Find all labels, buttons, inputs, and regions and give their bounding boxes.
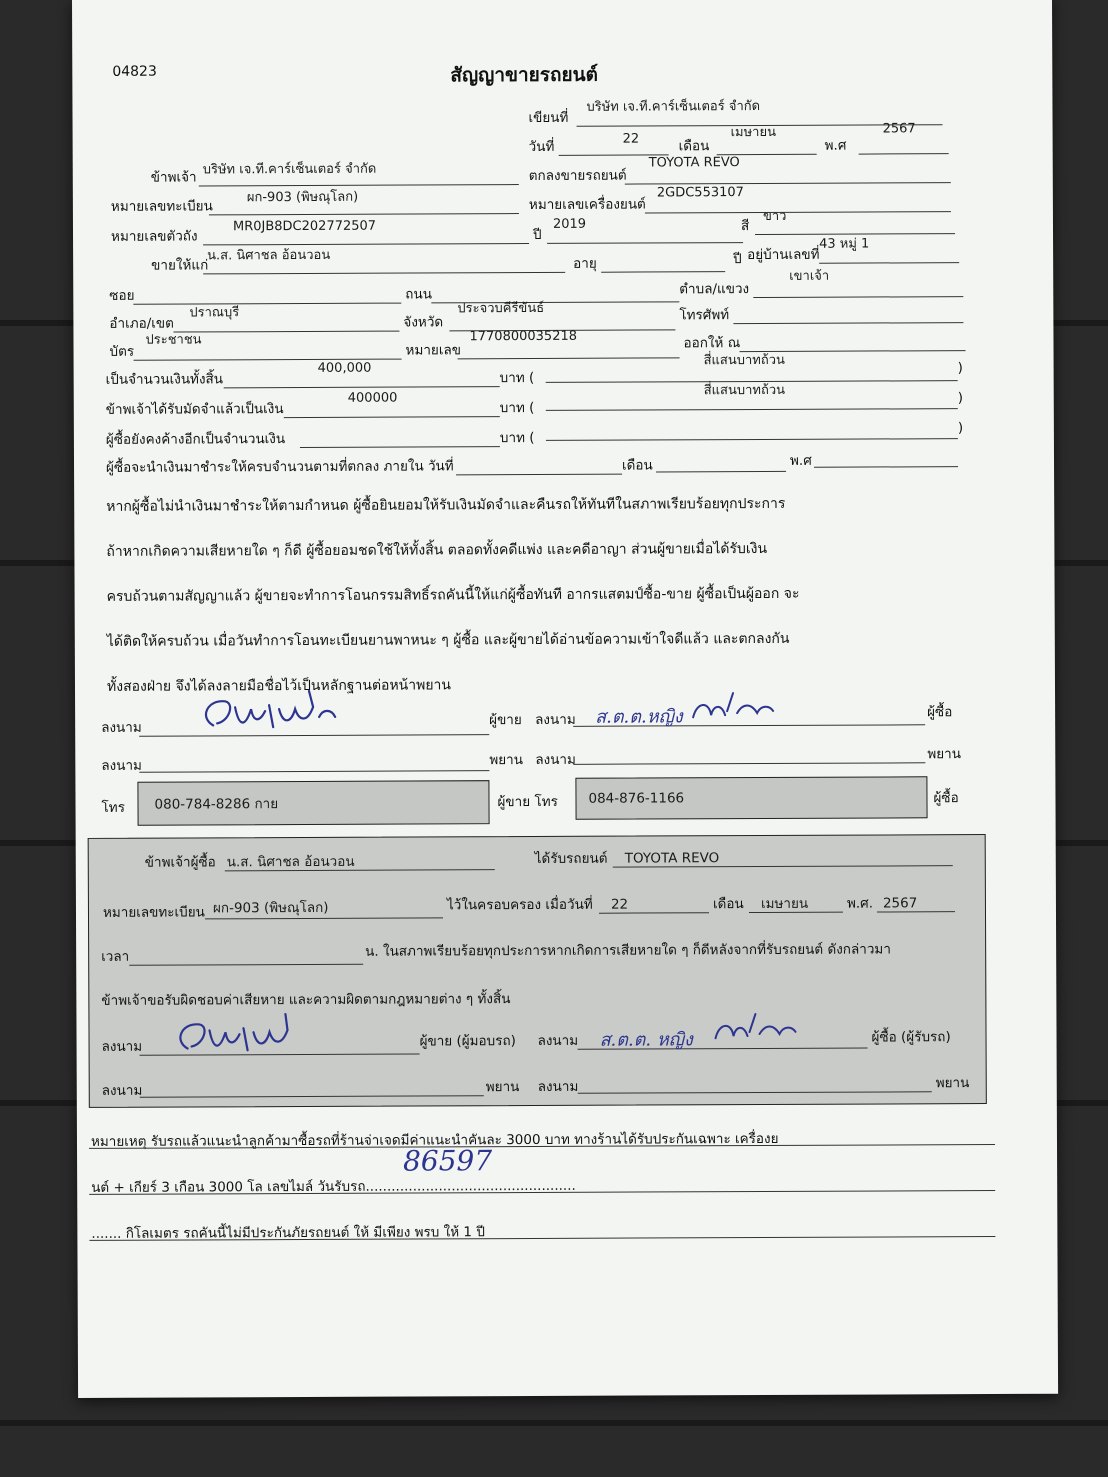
buyer-phone-box [575, 776, 927, 820]
due-label: ผู้ซื้อจะนำเงินมาชำระให้ครบจำนวนตามที่ตกลง ภายใน วันที่ [106, 458, 454, 476]
date-month-label: เดือน [678, 138, 710, 155]
house-number: 43 หมู่ 1 [819, 236, 870, 252]
district-value: ปราณบุรี [189, 305, 240, 321]
issued-label: ออกให้ ณ [683, 335, 741, 352]
liability-text: ข้าพเจ้าขอรับผิดชอบค่าเสียหาย และความผิดตามกฎหมายต่าง ๆ ทั้งสิ้น [101, 991, 511, 1009]
district-label: อำเภอ/เขต [109, 315, 174, 332]
chassis-label: หมายเลขตัวถัง [110, 228, 198, 245]
age-year-label: ปี [733, 251, 742, 268]
receipt-day: 22 [610, 896, 629, 913]
condition-text: น. ในสภาพเรียบร้อยทุกประการหากเกิดการเสียหายใด ๆ ก็ดีหลังจากที่รับรถยนต์ ดังกล่าวมา [365, 941, 891, 960]
terms-line-3: ครบถ้วนตามสัญญาแล้ว ผู้ขายจะทำการโอนกรรมสิทธิ์รถคันนี้ให้แก่ผู้ซื้อทันที อากรแสตมป์ซื้อ-ขาย ผู้ซื้อเป็นผู้ออก จะ [106, 585, 800, 605]
received-label: ได้รับรถยนต์ [534, 850, 608, 867]
date-month-value: เมษายน [730, 124, 777, 141]
total-label: เป็นจำนวนเงินทั้งสิ้น [105, 371, 224, 388]
baht-label-1: บาท ( [499, 369, 535, 387]
mileage-handwritten: 86597 [402, 1144, 493, 1178]
seller-label: ข้าพเจ้า [150, 169, 197, 186]
receipt-registration: ผก-903 (พิษณุโลก) [212, 899, 329, 917]
close-paren-2: ) [957, 390, 964, 407]
witness-label-2: พยาน [927, 746, 961, 763]
deposit-amount: 400000 [347, 390, 398, 406]
soi-label: ซอย [109, 287, 135, 304]
date-day-value: 22 [622, 131, 640, 147]
buyer-sign-label: ผู้ซื้อ [927, 704, 953, 721]
document-title: สัญญาขายรถยนต์ [450, 63, 598, 87]
receipt-year: 2567 [882, 895, 918, 912]
total-text: สี่แสนบาทถ้วน [703, 352, 785, 369]
close-paren-3: ) [957, 420, 964, 437]
contract-paper [72, 0, 1058, 1398]
written-at-label: เขียนที่ [528, 109, 569, 127]
remaining-label: ผู้ซื้อยังคงค้างอีกเป็นจำนวนเงิน [105, 431, 286, 448]
province-value: ประจวบคีรีขันธ์ [457, 300, 545, 317]
deliverer-label: ผู้ขาย (ผู้มอบรถ) [419, 1033, 516, 1050]
registration: ผก-903 (พิษณุโลก) [246, 189, 359, 206]
terms-line-1: หากผู้ซื้อไม่นำเงินมาชำระให้ตามกำหนด ผู้ซื้อยินยอมให้รับเงินมัดจำและคืนรถให้ทันทีในสภาพเรียบร้อยทุกประการ [106, 495, 786, 515]
deposit-text: สี่แสนบาทถ้วน [703, 382, 786, 399]
seller-sign-label: ผู้ขาย [489, 712, 522, 729]
receipt-seller-signature [169, 1008, 319, 1063]
subdistrict-value: เขาเจ้า [789, 268, 830, 284]
color-label: สี [740, 218, 750, 235]
receipt-buyer-label: ข้าพเจ้าผู้ซื้อ [144, 854, 216, 871]
buyer-signature-1 [687, 687, 777, 731]
receipt-sign-label-3: ลงนาม [101, 1082, 143, 1099]
witness-label-1: พยาน [489, 752, 523, 769]
receipt-sign-label-4: ลงนาม [537, 1078, 579, 1095]
seller-phone-tail: ผู้ขาย โทร [497, 793, 558, 811]
receipt-witness-label-2: พยาน [935, 1075, 970, 1092]
year-label: ปี [532, 226, 542, 243]
receipt-year-label: พ.ศ. [846, 895, 874, 912]
date-day-label: วันที่ [528, 138, 555, 156]
sell-to-label: ขายให้แก่ [151, 257, 209, 274]
receipt-reg-label: หมายเลขทะเบียน [102, 904, 205, 921]
receipt-buyer-name: น.ส. นิศาชล อ้อนวอน [226, 853, 355, 871]
sign-label-1: ลงนาม [101, 719, 142, 736]
sign-label-2: ลงนาม [535, 711, 576, 728]
receiver-label: ผู้ซื้อ (ผู้รับรถ) [871, 1029, 951, 1046]
seller-signature [195, 687, 355, 742]
sign-label-3: ลงนาม [101, 757, 142, 774]
receipt-car-model: TOYOTA REVO [624, 850, 720, 867]
card-number: 1770800035218 [469, 328, 578, 345]
due-month-label: เดือน [622, 457, 653, 474]
note-line-2: นต์ + เกียร์ 3 เกือน 3000 โล เลขไมล์ วันรับรถ................................................. [91, 1177, 576, 1196]
reg-label: หมายเลขทะเบียน [110, 198, 213, 215]
receipt-month-label: เดือน [712, 896, 744, 913]
car-year: 2019 [552, 216, 587, 232]
card-label: บัตร [109, 343, 135, 360]
subdistrict-label: ตำบล/แขวง [679, 281, 750, 298]
buyer-signature-text-1: ส.ต.ต.หญิง [595, 706, 683, 728]
note-line-3: ....... กิโลเมตร รถคันนี้ไม่มีประกันภัยรถยนต์ ให้ มีเพียง พรบ ให้ 1 ปี [91, 1224, 485, 1242]
deposit-label: ข้าพเจ้าได้รับมัดจำแล้วเป็นเงิน [105, 401, 284, 418]
age-label: อายุ [573, 255, 597, 272]
due-year-label: พ.ศ [789, 452, 812, 469]
phone-label-seller: โทร [101, 799, 125, 816]
date-year-value: 2567 [882, 121, 916, 137]
receipt-month: เมษายน [760, 895, 809, 913]
road-label: ถนน [405, 286, 432, 303]
receipt-buyer-signature [709, 1008, 799, 1052]
close-paren-1: ) [957, 360, 963, 377]
province-label: จังหวัด [403, 314, 444, 331]
receipt-sign-label-2: ลงนาม [537, 1032, 579, 1049]
agree-label: ตกลงขายรถยนต์ [528, 167, 627, 185]
buyer-name: น.ส. นิศาชล อ้อนวอน [207, 247, 331, 264]
possession-label: ไว้ในครอบครอง เมื่อวันที่ [446, 896, 593, 914]
time-label: เวลา [101, 948, 130, 965]
written-at-value: บริษัท เจ.ที.คาร์เซ็นเตอร์ จำกัด [586, 98, 761, 115]
baht-label-3: บาท ( [499, 429, 535, 447]
car-model: TOYOTA REVO [648, 155, 740, 171]
seller-phone-box [137, 780, 489, 826]
seller-phone: 080-784-8286 กาย [154, 796, 279, 813]
car-color: ขาว [762, 208, 787, 224]
phone-label: โทรศัพท์ [679, 307, 730, 324]
buyer-phone: 084-876-1166 [588, 790, 685, 807]
sign-label-4: ลงนาม [535, 751, 576, 768]
seller-name: บริษัท เจ.ที.คาร์เซ็นเตอร์ จำกัด [202, 161, 377, 178]
buyer-signature-text-2: ส.ต.ต. หญิง [599, 1029, 693, 1051]
buyer-phone-tail: ผู้ซื้อ [933, 790, 959, 807]
document-number: 04823 [112, 63, 157, 80]
receipt-witness-label-1: พยาน [485, 1079, 520, 1096]
house-label: อยู่บ้านเลขที่ [747, 246, 820, 264]
receipt-section [88, 834, 987, 1108]
terms-line-2: ถ้าหากเกิดความเสียหายใด ๆ ก็ดี ผู้ซื้อยอมชดใช้ให้ทั้งสิ้น ตลอดทั้งคดีแพ่ง และคดีอาญา ส่วนผู้ขายเมื่อได้รับเงิน [106, 540, 768, 560]
note-line-1: หมายเหตุ รับรถแล้วแนะนำลูกค้ามาซื้อรถที่ร้านจ่าเจดมีค่าแนะนำคันละ 3000 บาท ทางร้านได้รับประกันเฉพาะ เครื่องย [90, 1130, 779, 1150]
card-no-label: หมายเลข [405, 342, 461, 359]
total-amount: 400,000 [317, 360, 372, 376]
receipt-sign-label-1: ลงนาม [101, 1038, 143, 1055]
engine-label: หมายเลขเครื่องยนต์ [528, 196, 646, 214]
terms-line-5: ทั้งสองฝ่าย จึงได้ลงลายมือชื่อไว้เป็นหลักฐานต่อหน้าพยาน [106, 677, 451, 695]
card-type: ประชาชน [145, 332, 202, 348]
chassis-number: MR0JB8DC202772507 [232, 218, 377, 235]
date-year-label: พ.ศ [824, 137, 847, 154]
terms-line-4: ได้ติดให้ครบถ้วน เมื่อวันทำการโอนทะเบียนยานพาหนะ ๆ ผู้ซื้อ และผู้ขายได้อ่านข้อความเข้าใจดีแล้ว และตกลงกัน [106, 630, 790, 650]
engine-number: 2GDC553107 [656, 185, 744, 201]
baht-label-2: บาท ( [499, 399, 535, 417]
